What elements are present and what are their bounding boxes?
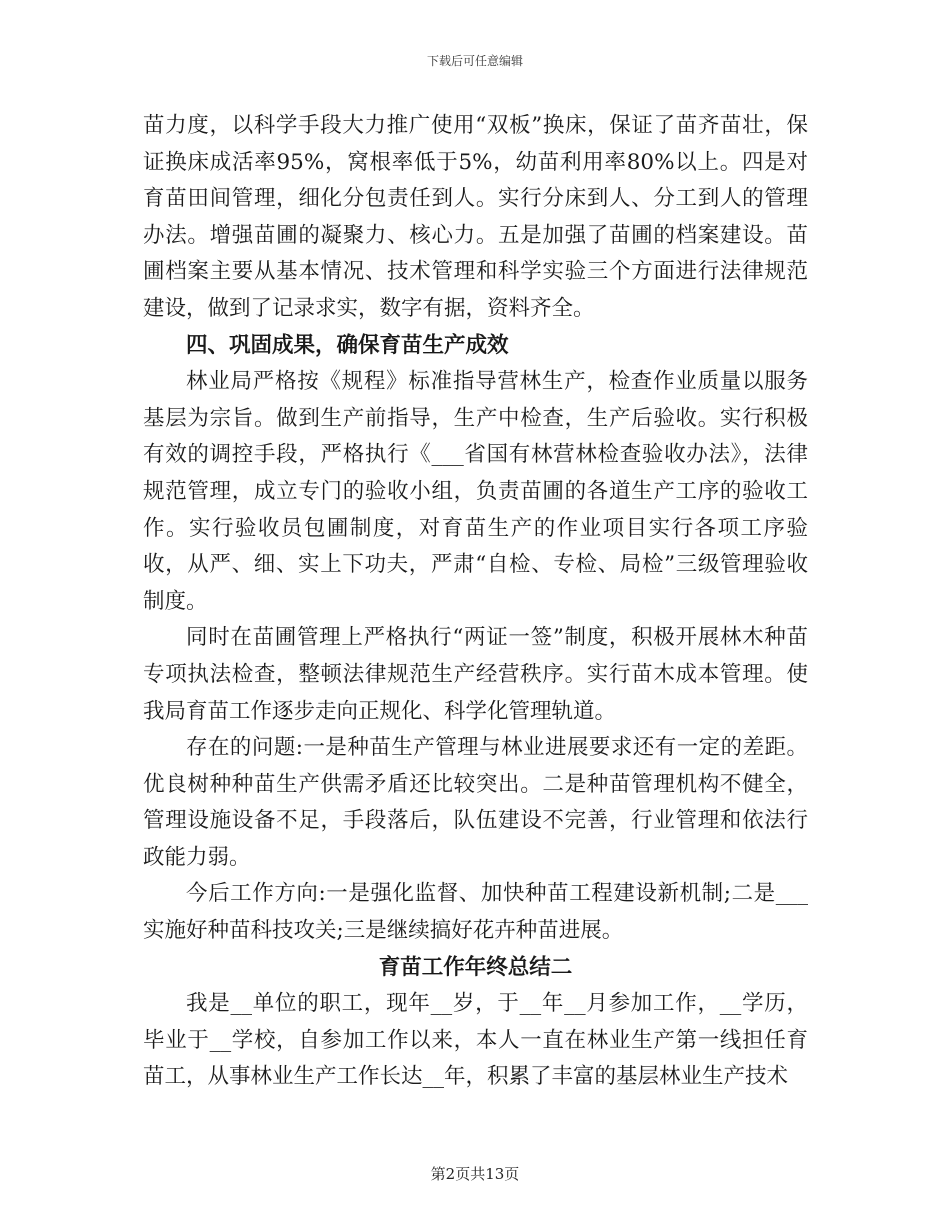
- paragraph-inspection: 林业局严格按《规程》标准指导营林生产，检查作业质量以服务基层为宗旨。做到生产前指导，生产中检查，生产后验收。实行积极有效的调控手段，严格执行《___省国有林营林检查验收办法》，法律规范管理，成立专门的验收小组，负责苗圃的各道生产工序的验收工作。实行验收员包圃制度，对育苗生产的作业项目实行各项工序验收，从严、细、实上下功夫，严肃“自检、专检、局检”三级管理验收制度。: [143, 369, 808, 614]
- section-heading-summary-two: 育苗工作年终总结二: [378, 954, 573, 980]
- paragraph-problems: 存在的问题:一是种苗生产管理与林业进展要求还有一定的差距。优良树种种苗生产供需矛盾还比较突出。二是种苗管理机构不健全，管理设施设备不足，手段落后，队伍建设不完善，行业管理和依法行政能力弱。: [143, 735, 808, 870]
- document-body: [143, 108, 808, 1096]
- page-footer: 第2页共13页: [430, 1165, 520, 1183]
- paragraph-seedling-management: 苗力度，以科学手段大力推广使用“双板”换床，保证了苗齐苗壮，保证换床成活率95%，窝根率低于5%，幼苗利用率80%以上。四是对育苗田间管理，细化分包责任到人。实行分床到人、分工到人的管理办法。增强苗圃的凝聚力、核心力。五是加强了苗圃的档案建设。苗圃档案主要从基本情况、技术管理和科学实验三个方面进行法律规范建设，做到了记录求实，数字有据，资料齐全。: [143, 113, 808, 321]
- section-heading-consolidate: 四、巩固成果，确保育苗生产成效: [186, 332, 509, 358]
- paragraph-future-direction: 今后工作方向:一是强化监督、加快种苗工程建设新机制;二是___实施好种苗科技攻关;三是继续搞好花卉种苗进展。: [143, 881, 808, 944]
- paragraph-personal-intro: 我是__单位的职工，现年__岁，于__年__月参加工作，__学历，毕业于__学校，自参加工作以来，本人一直在林业生产第一线担任育苗工，从事林业生产工作长达__年，积累了丰富的基层林业生产技术: [143, 991, 808, 1090]
- page-header: 下载后可任意编辑: [426, 54, 523, 68]
- paragraph-certification: 同时在苗圃管理上严格执行“两证一签”制度，积极开展林木种苗专项执法检查，整顿法律规范生产经营秩序。实行苗木成本管理。使我局育苗工作逐步走向正规化、科学化管理轨道。: [143, 625, 808, 724]
